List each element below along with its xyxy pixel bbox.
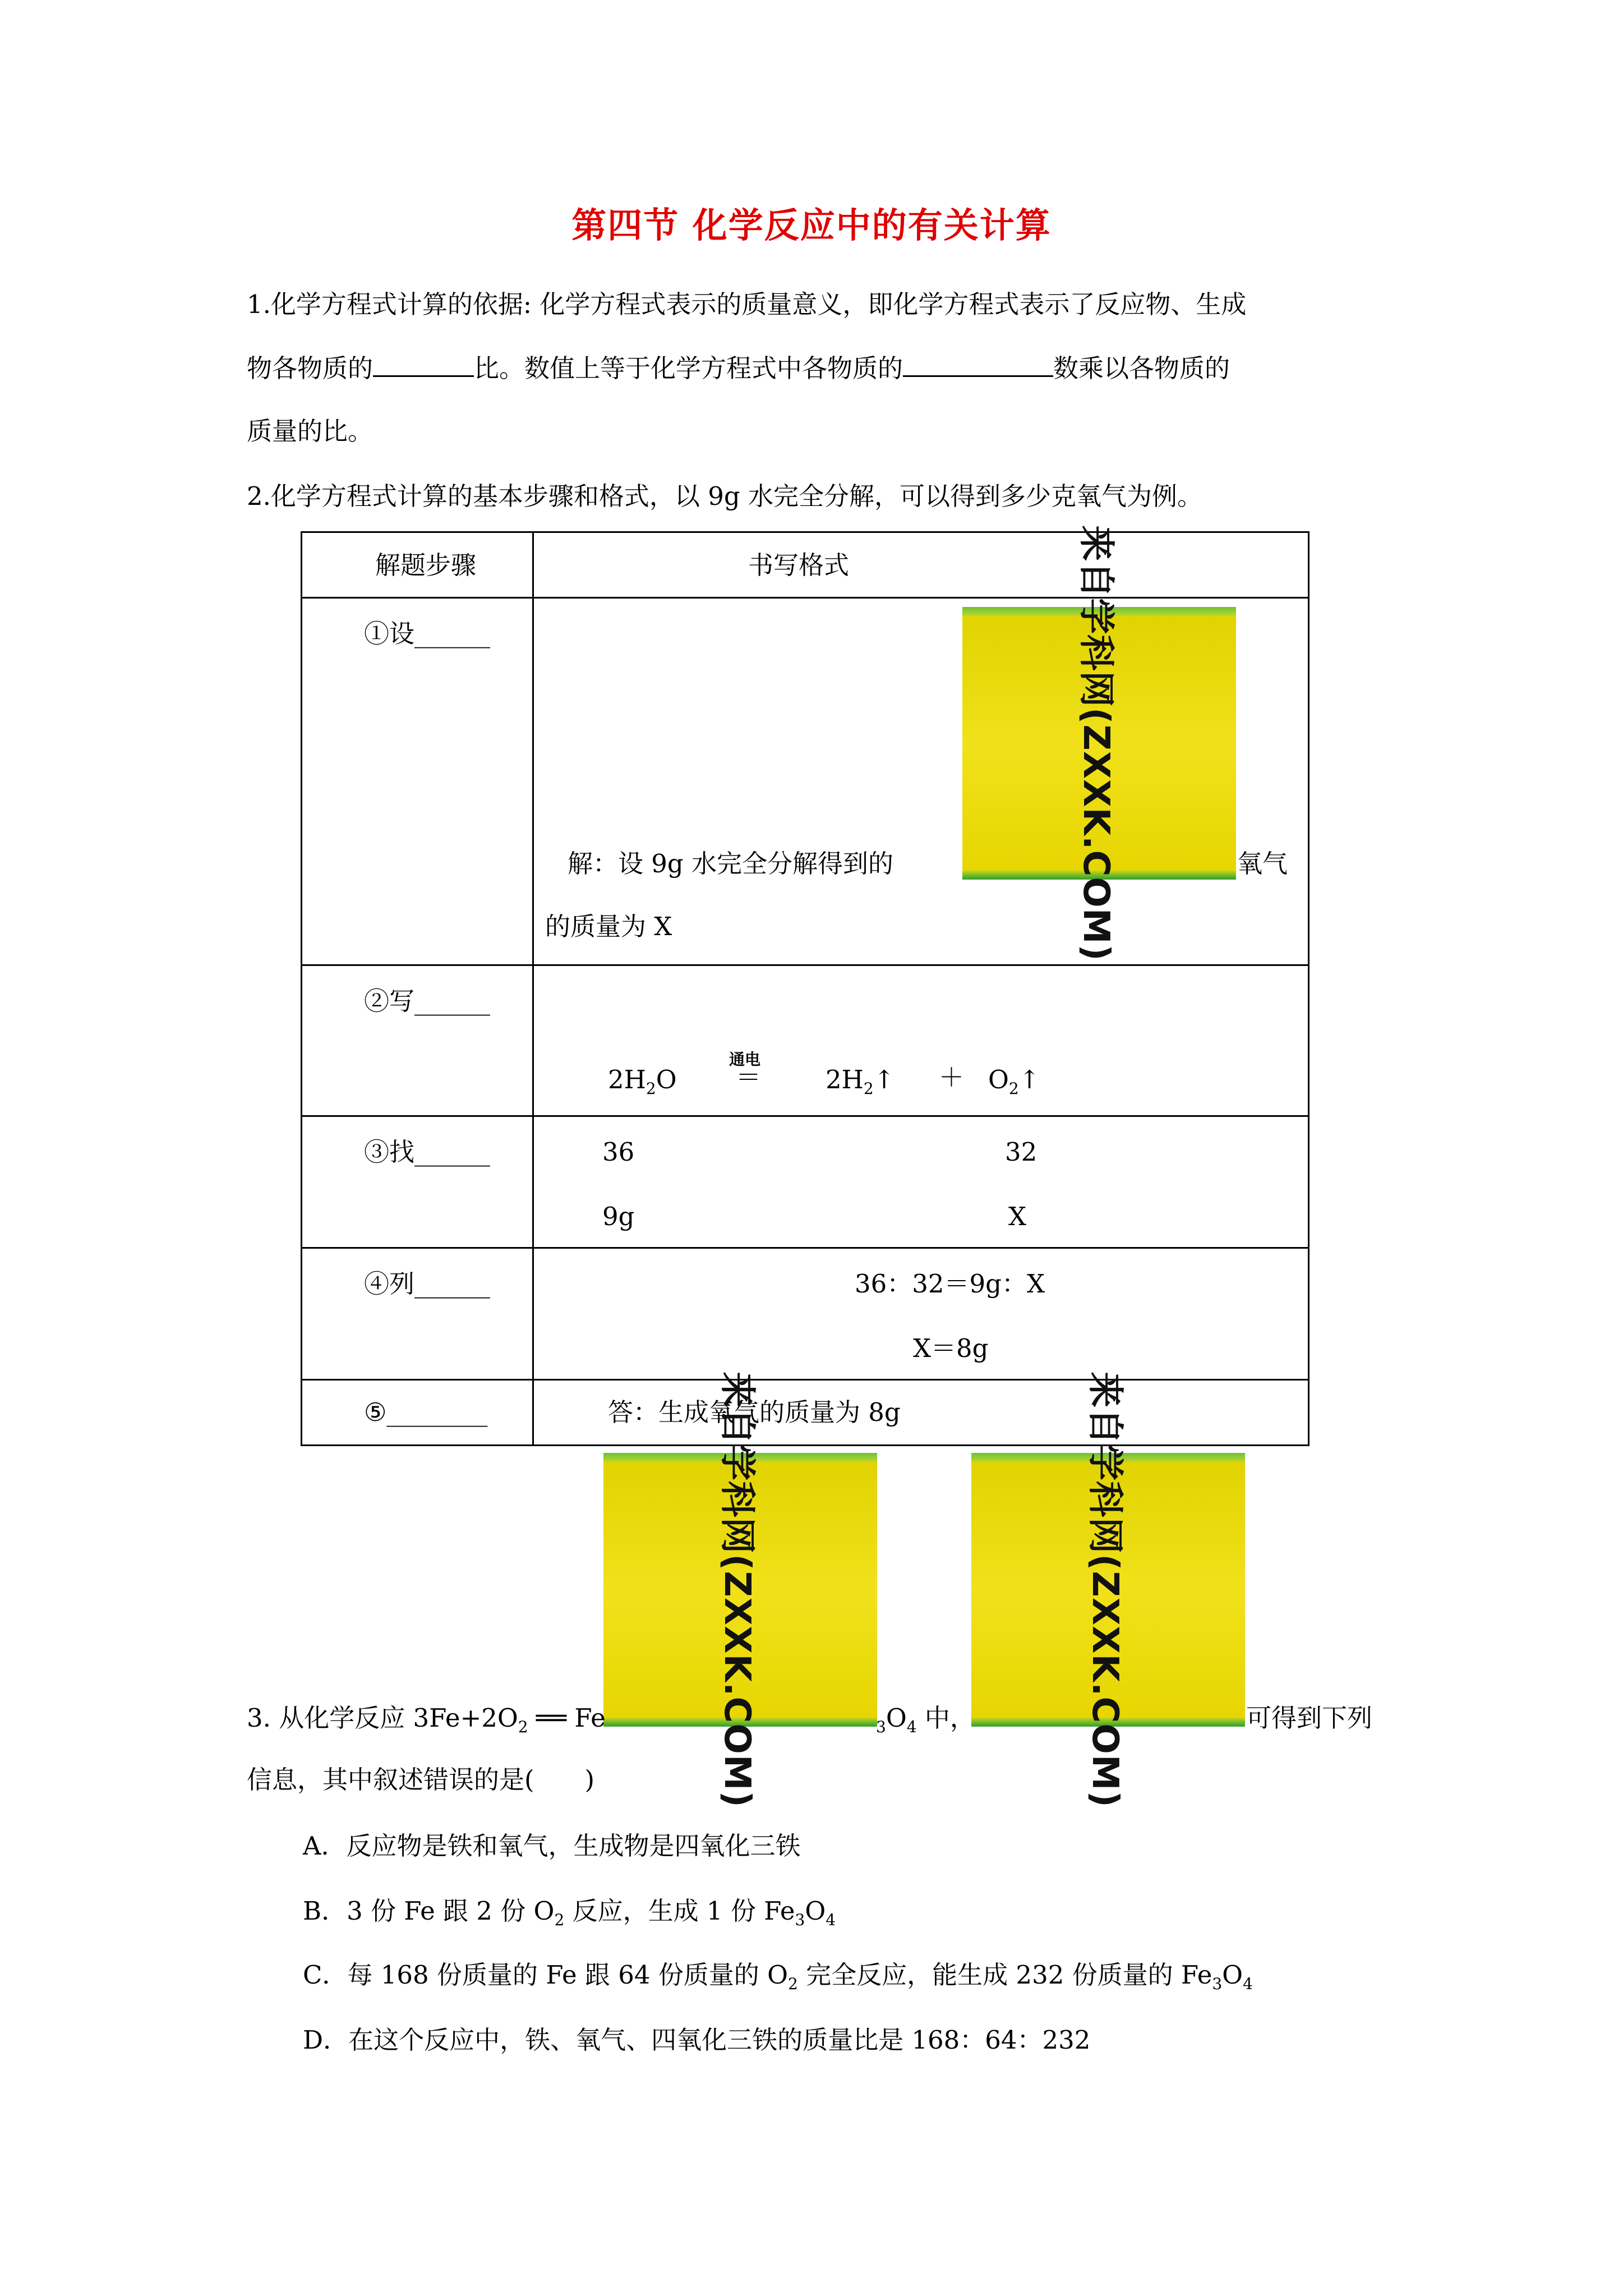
watermark-image: 来自学科网(ZXXK.COM) — [962, 607, 1236, 880]
answer: 答：生成氧气的质量为 8g — [608, 1397, 901, 1427]
table-row — [302, 1116, 1309, 1248]
row1-line-b: 的质量为 X — [545, 912, 672, 941]
option-c: C．每 168 份质量的 Fe 跟 64 份质量的 $O_2$ 完全反应，能生成 232 份质量的 $Fe_3O_4$ — [303, 1960, 1253, 1993]
row1-line-a: 解：设 9g 水完全分解得到的 — [568, 849, 894, 878]
q2-text: 2.化学方程式计算的基本步骤和格式，以 9g 水完全分解，可以得到多少克氧气为例。 — [247, 481, 1202, 511]
ratio-36: 36 — [602, 1137, 635, 1167]
blank-1[interactable] — [373, 355, 474, 377]
q1-line3: 质量的比。 — [247, 416, 374, 446]
q3-line2: 信息，其中叙述错误的是( ) — [247, 1765, 595, 1795]
equation-plus: ＋ — [939, 1062, 965, 1092]
q3-line1-a: 3. 从化学反应 $3Fe+2O_2$ ══ Fe — [247, 1703, 606, 1736]
watermark-image: 来自学科网(ZXXK.COM) — [603, 1453, 877, 1727]
page-title: 第四节 化学反应中的有关计算 — [571, 205, 1052, 246]
equation-product-2: $O_2↑$ — [988, 1065, 1040, 1098]
q3-line1-c: $_3O_4$ 中， — [876, 1703, 975, 1736]
equation-product-1: $2H_2↑$ — [826, 1065, 895, 1098]
equation-lhs: $2H_2O$ — [608, 1065, 677, 1098]
step-5: ⑤________ — [364, 1397, 488, 1427]
condition-label: 通电 — [729, 1050, 761, 1069]
equation-equals: ＝ — [736, 1062, 762, 1092]
q1-line2-b: 比。数值上等于化学方程式中各物质的 — [474, 353, 903, 383]
q3-line1-e: 可得到下列 — [1246, 1703, 1373, 1733]
step-4: ④列______ — [364, 1269, 491, 1299]
q1-line1: 1.化学方程式计算的依据: 化学方程式表示的质量意义，即化学方程式表示了反应物、生成 — [247, 289, 1247, 319]
option-d: D．在这个反应中，铁、氧气、四氧化三铁的质量比是 168：64：232 — [303, 2025, 1091, 2055]
option-b: B．3 份 Fe 跟 2 份 $O_2$ 反应，生成 1 份 $Fe_3O_4$ — [303, 1896, 836, 1929]
row1-line-a-tail: 氧气 — [1237, 849, 1288, 878]
gas-arrow-icon: ↑ — [873, 1065, 895, 1094]
step-1: ①设______ — [364, 619, 491, 648]
mass-9g: 9g — [602, 1202, 635, 1231]
q1-line2-c: 数乘以各物质的 — [1053, 353, 1230, 383]
blank-2[interactable] — [903, 355, 1053, 377]
gas-arrow-icon: ↑ — [1018, 1065, 1040, 1094]
table-row — [302, 1380, 1309, 1446]
watermark-image: 来自学科网(ZXXK.COM) — [971, 1453, 1245, 1727]
proportion: 36：32＝9g：X — [855, 1269, 1045, 1299]
table-row — [302, 965, 1309, 1116]
table-row — [302, 1248, 1309, 1380]
header-format: 书写格式 — [748, 550, 850, 580]
ratio-32: 32 — [1005, 1137, 1038, 1167]
option-a: A．反应物是铁和氧气，生成物是四氧化三铁 — [303, 1831, 801, 1861]
mass-x: X — [1008, 1202, 1027, 1231]
step-3: ③找______ — [364, 1137, 491, 1167]
header-steps: 解题步骤 — [375, 550, 477, 580]
result: X＝8g — [913, 1333, 989, 1363]
q1-line2-a: 物各物质的 — [247, 353, 374, 383]
step-2: ②写______ — [364, 986, 491, 1016]
q1-line2 — [247, 355, 1230, 381]
